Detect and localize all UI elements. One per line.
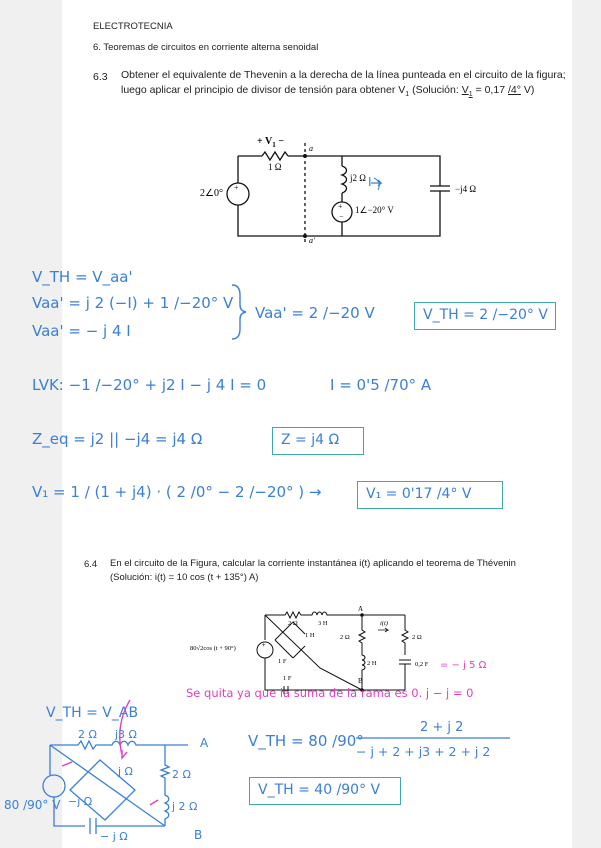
v1-label-text: + V [257, 136, 273, 147]
hw64-label-j3: j3 Ω [115, 728, 137, 741]
hw64-frac-num: 2 + j 2 [420, 720, 464, 735]
circuit-64-l1: 3 H [318, 620, 328, 627]
hw64-label-B: B [194, 828, 203, 842]
hw63-line1: V_TH = V_aa' [32, 268, 133, 286]
hw63-current: I = 0'5 /70° A [330, 376, 432, 394]
circuit-64-r1: 2 Ω [288, 620, 298, 627]
hw64-label-minus-j-inner: −j Ω [68, 795, 93, 808]
topic-header: 6. Teoremas de circuitos en corriente alterna senoidal [93, 42, 319, 53]
problem-64-text: En el circuito de la Figura, calcular la corriente instantánea i(t) aplicando el teorema de Thévenin (Solución: i(t) = 10 cos (t + 135°) A) [110, 558, 516, 583]
circuit-63-node-a: a [309, 144, 313, 153]
problem-63-number: 6.3 [93, 71, 108, 83]
circuit-64-c1: 1 F [278, 658, 287, 665]
hw64-vth-ab: V_TH = V_AB [46, 705, 139, 721]
hw63-lvk: LVK: −1 /−20° + j2 I − j 4 I = 0 [32, 376, 267, 394]
hw63-boxed-vth-text: V_TH = 2 /−20° V [423, 307, 548, 323]
hw64-label-2ohm-top: 2 Ω [78, 728, 97, 741]
hw64-label-A: A [200, 736, 209, 750]
problem-63-angle: /4° [507, 84, 521, 96]
hw64-pink-c3: = − j 5 Ω [440, 660, 487, 671]
v1-label-sub: 1 [272, 141, 276, 149]
hw64-boxed-vth [249, 777, 401, 805]
hw64-frac-den: − j + 2 + j3 + 2 + j 2 [356, 744, 491, 759]
circuit-63-source-label: 2∠0° [200, 188, 223, 199]
circuit-64-source-label: 80√2cos (t + 90°) [190, 645, 236, 652]
hw63-boxed-v1-text: V₁ = 0'17 /4° V [366, 486, 472, 502]
hw63-result-mid: Vaa' = 2 /−20 V [255, 304, 375, 322]
circuit-64-l2: 1 H [305, 632, 315, 639]
problem-64-number: 6.4 [84, 559, 98, 570]
problem-63-text-a: Obtener el equivalente de Thevenin a la derecha de la línea punteada en el circuito de la figura; luego aplicar el principio de divisor de tensión para obtener V [121, 69, 566, 96]
circuit-63-l-label: j2 Ω [350, 173, 366, 183]
hw63-boxed-z-text: Z = j4 Ω [281, 432, 340, 448]
circuit-64-l3: 2 H [367, 660, 377, 667]
circuit-64-r2: 2 Ω [340, 634, 350, 641]
hw64-pink-note: Se quita ya que la suma de la rama es 0. j − j = 0 [186, 686, 474, 700]
hw64-label-minus-j-bottom: − j Ω [100, 830, 128, 843]
circuit-64-r3: 2 Ω [412, 634, 422, 641]
circuit-64-current: i(t) [380, 620, 388, 627]
hw63-line3: Vaa' = − j 4 I [32, 322, 131, 340]
problem-63-text-c: = 0,17 [472, 84, 508, 96]
hw64-label-j: j Ω [118, 765, 133, 778]
hw64-label-source: 80 /90° V [4, 798, 61, 812]
circuit-63-node-a2: a′ [309, 236, 315, 245]
circuit-63-src2-label: 1∠−20° V [355, 205, 394, 215]
hw64-boxed-vth-text: V_TH = 40 /90° V [258, 782, 381, 798]
hw63-zeq: Z_eq = j2 || −j4 = j4 Ω [32, 430, 203, 448]
course-header: ELECTROTECNIA [93, 21, 173, 32]
circuit-63-r-label: 1 Ω [268, 162, 282, 172]
circuit-63-c-label: −j4 Ω [455, 184, 477, 194]
svg-text:+: + [234, 183, 239, 192]
svg-text:+: + [262, 643, 266, 649]
hw63-v1: V₁ = 1 / (1 + j4) · ( 2 /0° − 2 /−20° ) → [32, 483, 322, 501]
hw63-line2: Vaa' = j 2 (−I) + 1 /−20° V [32, 294, 234, 312]
hw64-vth-eq: V_TH = 80 /90° [248, 732, 364, 750]
circuit-64-node-a: A [358, 605, 364, 613]
problem-63-sub: 1 [405, 91, 410, 99]
circuit-64-node-b: B [358, 677, 363, 685]
circuit-64-c3: 0,2 F [415, 661, 429, 668]
circuit-63-current: I [368, 175, 372, 189]
svg-text:−: − [339, 212, 344, 221]
circuit-64-c2: 1 F [283, 675, 292, 682]
hw64-label-2ohm-right: 2 Ω [172, 768, 191, 781]
problem-63-v: V [461, 84, 469, 96]
problem-63-text-b: (Solución: [409, 84, 462, 96]
problem-63-text-d: V) [520, 84, 535, 96]
problem-63-v-sub: 1 [468, 91, 473, 99]
hw64-label-j2: j 2 Ω [172, 800, 198, 813]
svg-text:+: + [338, 202, 343, 211]
v1-label-minus: − [278, 136, 284, 147]
